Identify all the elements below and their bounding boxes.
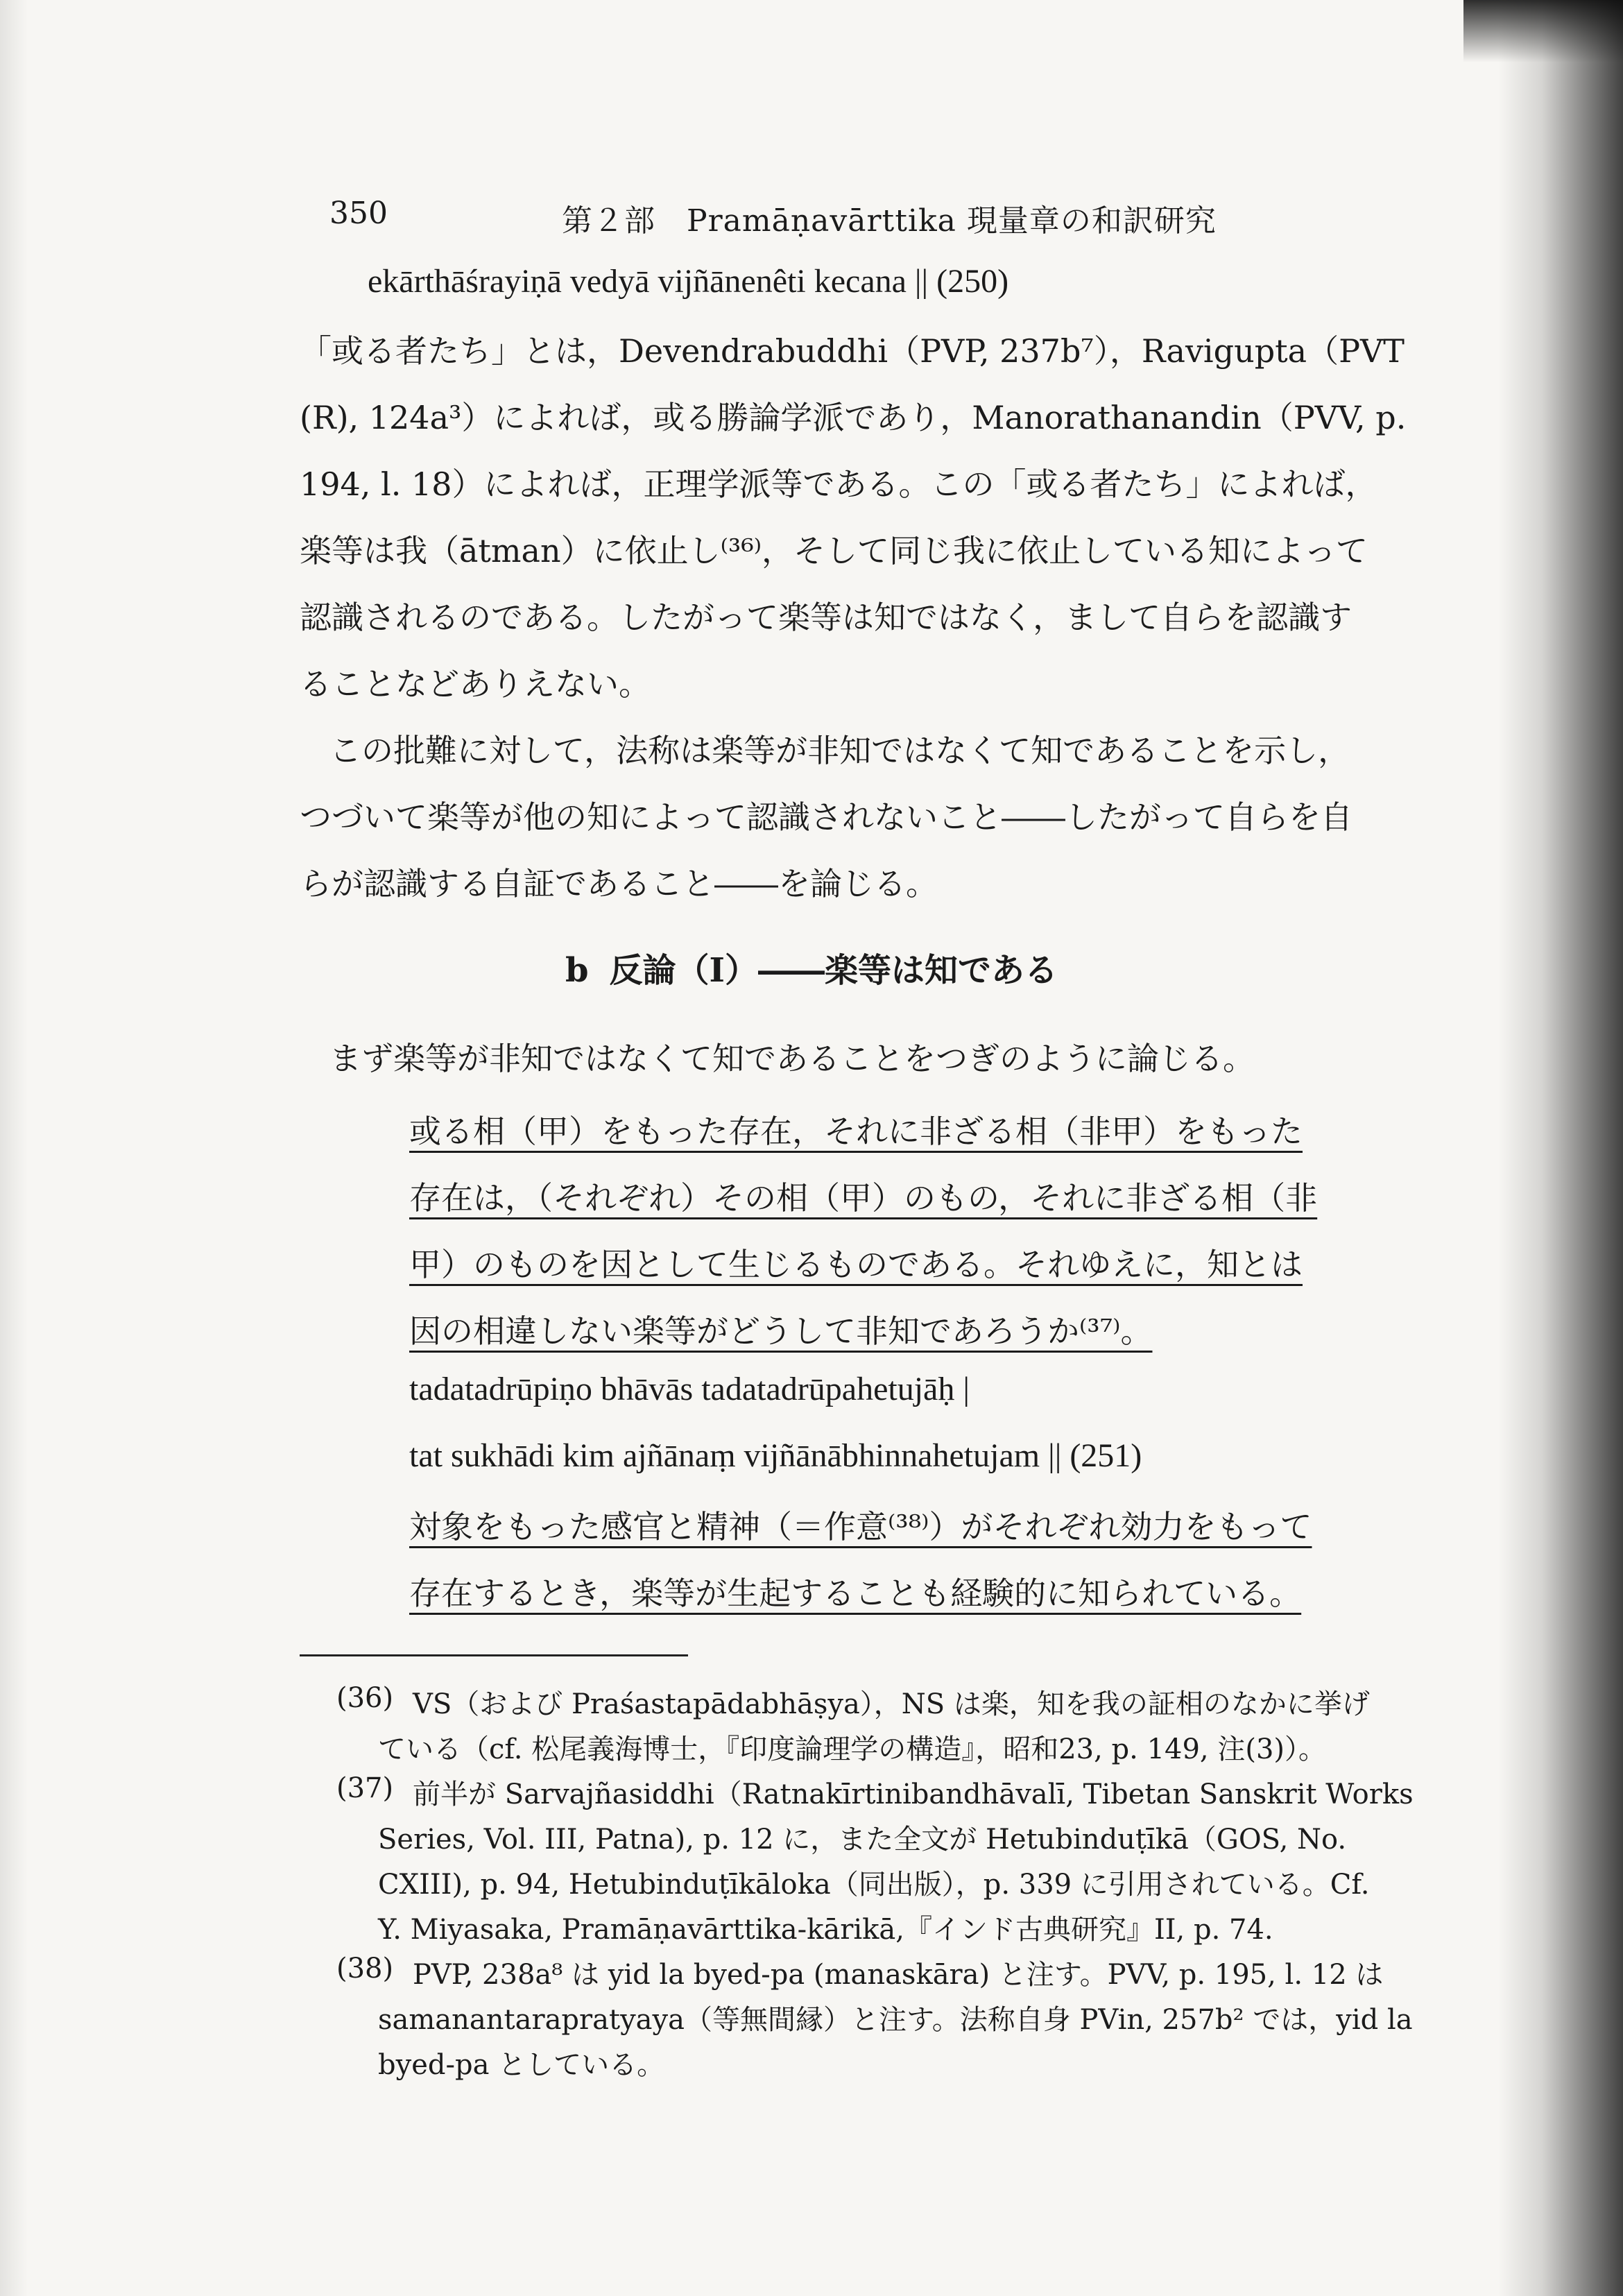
paragraph-1-line-1: 「或る者たち」とは，Devendrabuddhi（PVP, 237b⁷），Ravigupta（PVT bbox=[300, 332, 1405, 370]
paragraph-1-line-6: ることなどありえない。 bbox=[300, 665, 651, 703]
scan-binding-corner bbox=[1463, 0, 1623, 62]
intro-line: まず楽等が非知ではなくて知であることをつぎのように論じる。 bbox=[329, 1040, 1255, 1077]
quote-2-line-1: 対象をもった感官と精神（＝作意⁽³⁸⁾）がそれぞれ効力をもって bbox=[409, 1508, 1312, 1545]
quote-1-line-3: 甲）のものを因として生じるものである。それゆえに，知とは bbox=[409, 1246, 1303, 1283]
page-number: 350 bbox=[329, 196, 388, 231]
quote-2-line-2: 存在するとき，楽等が生起することも経験的に知られている。 bbox=[409, 1575, 1302, 1612]
paragraph-2-line-1: この批難に対して，法称は楽等が非知ではなくて知であることを示し， bbox=[329, 732, 1350, 769]
section-title: 反論（I）――楽等は知である bbox=[609, 951, 1058, 990]
paragraph-1-line-5: 認識されるのである。したがって楽等は知ではなく，まして自らを認識す bbox=[300, 599, 1352, 636]
verse-251-line-2: tat sukhādi kim ajñānaṃ vijñānābhinnahetujam || (251) bbox=[409, 1437, 1142, 1474]
footnote-36-line-1: VS（および Praśastapādabhāṣya），NS は楽，知を我の証相のなかに挙げ bbox=[413, 1688, 1370, 1720]
verse-250: ekārthāśrayiṇā vedyā vijñānenêti kecana || (250) bbox=[368, 263, 1009, 300]
footnote-37-number: (37) bbox=[336, 1772, 394, 1804]
paragraph-2-line-2: つづいて楽等が他の知によって認識されないこと――したがって自らを自 bbox=[300, 798, 1352, 836]
footnote-36-line-2: ている（cf. 松尾義海博士，『印度論理学の構造』，昭和23, p. 149, 注(3)）。 bbox=[378, 1733, 1327, 1765]
footnote-divider bbox=[300, 1654, 688, 1656]
running-header bbox=[0, 196, 1623, 244]
paragraph-2-line-3: らが認識する自証であること――を論じる。 bbox=[300, 865, 938, 902]
footnote-37-line-4: Y. Miyasaka, Pramāṇavārttika-kārikā,『インド古典研究』II, p. 74. bbox=[378, 1914, 1273, 1946]
footnote-38-line-3: byed-pa としている。 bbox=[378, 2049, 665, 2081]
paragraph-1-line-2: (R), 124a³）によれば，或る勝論学派であり，Manorathanandin（PVV, p. bbox=[300, 399, 1407, 436]
verse-251-line-1: tadatadrūpiṇo bhāvās tadatadrūpahetujāḥ | bbox=[409, 1371, 970, 1407]
footnote-38-line-2: samanantarapratyaya（等無間縁）と注す。法称自身 PVin, 257b² では，yid la bbox=[378, 2004, 1413, 2036]
section-heading bbox=[0, 943, 1623, 991]
scan-shadow-left bbox=[0, 0, 28, 2296]
footnote-36-number: (36) bbox=[336, 1682, 394, 1714]
scan-binding-edge bbox=[1498, 0, 1623, 2296]
paragraph-1-line-4: 楽等は我（ātman）に依止し⁽³⁶⁾，そして同じ我に依止している知によって bbox=[300, 532, 1368, 569]
footnote-37-line-2: Series, Vol. III, Patna), p. 12 に，また全文が Hetubinduṭīkā（GOS, No. bbox=[378, 1824, 1347, 1856]
paragraph-1-line-3: 194, l. 18）によれば，正理学派等である。この「或る者たち」によれば， bbox=[300, 465, 1377, 503]
footnote-37-line-3: CXIII), p. 94, Hetubinduṭīkāloka（同出版），p. 339 に引用されている。Cf. bbox=[378, 1869, 1370, 1901]
section-label: b bbox=[565, 951, 589, 990]
footnote-38-line-1: PVP, 238a⁸ は yid la byed-pa (manaskāra) と注す。PVV, p. 195, l. 12 は bbox=[413, 1959, 1384, 1991]
footnote-37-line-1: 前半が Sarvajñasiddhi（Ratnakīrtinibandhāvalī, Tibetan Sanskrit Works bbox=[413, 1779, 1414, 1810]
quote-1-line-4: 因の相違しない楽等がどうして非知であろうか⁽³⁷⁾。 bbox=[409, 1312, 1153, 1350]
quote-1-line-2: 存在は，（それぞれ）その相（甲）のもの，それに非ざる相（非 bbox=[409, 1179, 1318, 1217]
footnote-38-number: (38) bbox=[336, 1953, 394, 1985]
running-head-title: 第２部 Pramāṇavārttika 現量章の和訳研究 bbox=[562, 203, 1217, 239]
quote-1-line-1: 或る相（甲）をもった存在，それに非ざる相（非甲）をもった bbox=[409, 1113, 1303, 1150]
